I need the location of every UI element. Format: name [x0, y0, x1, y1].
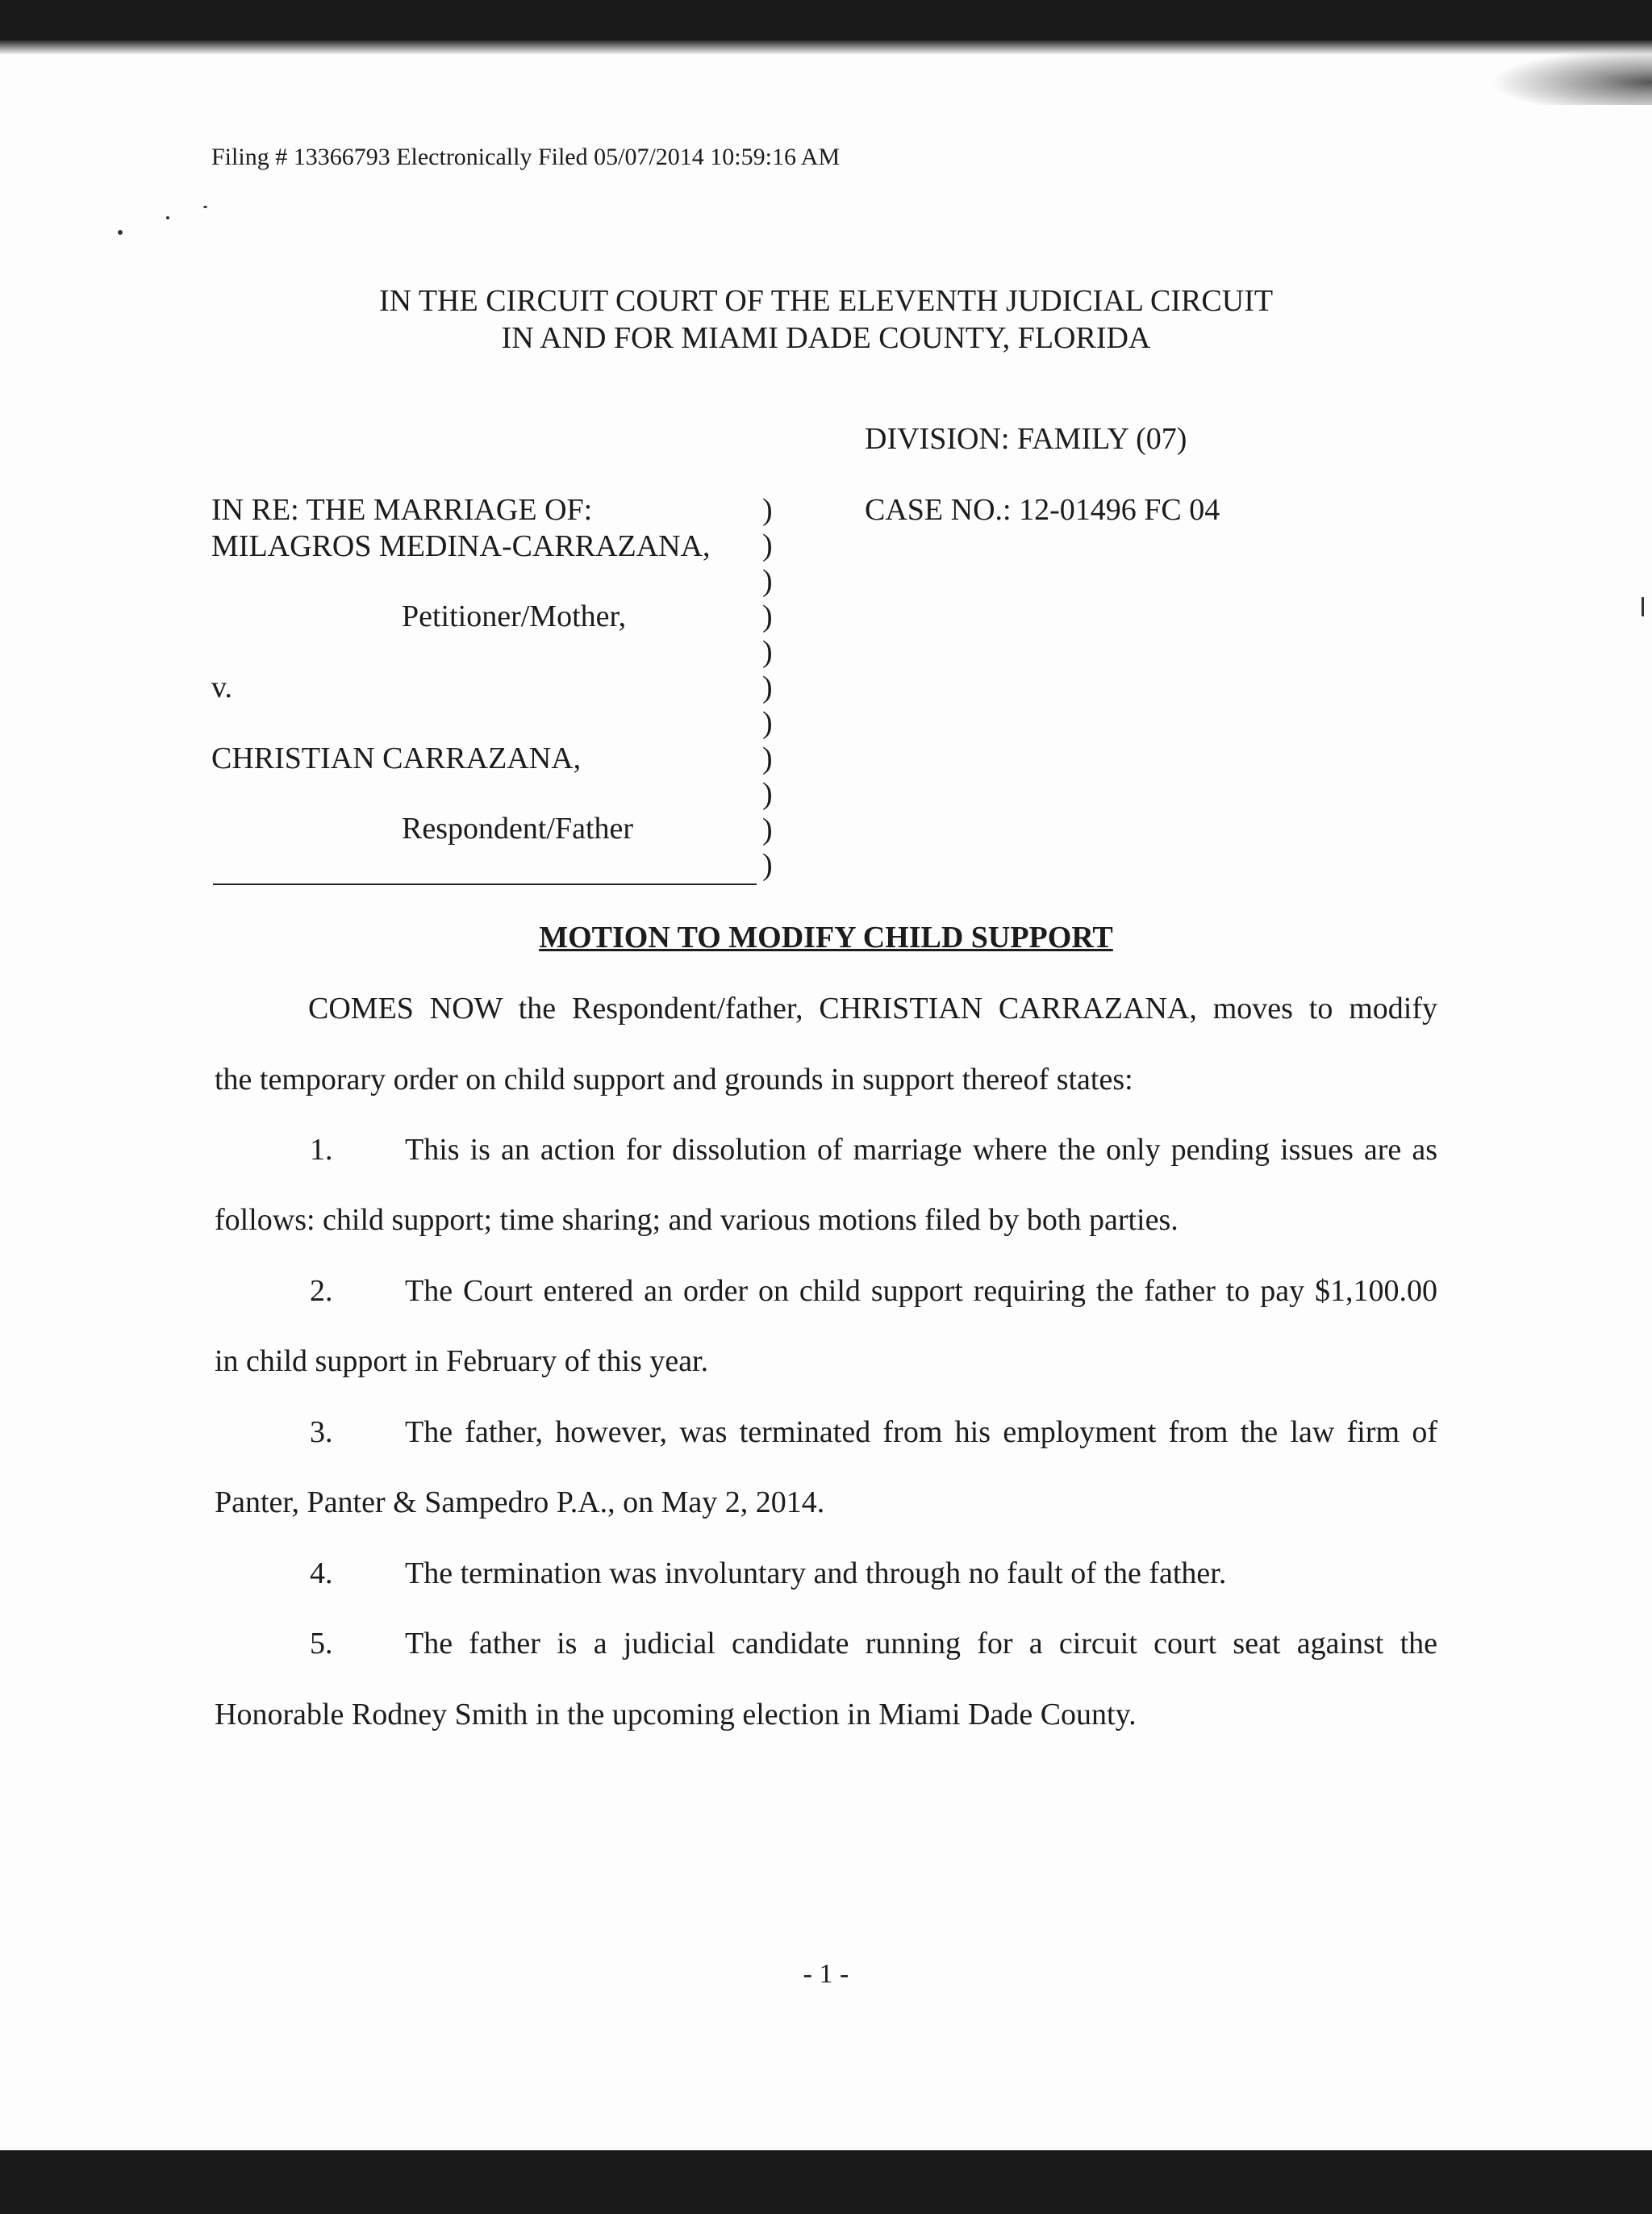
paragraph-3-line1: The father, however, was terminated from his employment from the law firm of: [405, 1415, 1437, 1449]
scan-speck: [1642, 597, 1644, 616]
paragraph-2-line1: The Court entered an order on child support requiring the father to pay $1,100.00: [405, 1274, 1437, 1308]
paragraph-5-line1: The father is a judicial candidate running for a circuit court seat against the: [405, 1627, 1437, 1660]
paragraph-number: 3.: [310, 1415, 333, 1449]
caption-paren: ): [762, 493, 773, 527]
intro-line2: the temporary order on child support and grounds in support thereof states:: [215, 1063, 1133, 1097]
scan-smudge: [1491, 48, 1652, 105]
caption-paren: ): [762, 741, 773, 775]
paragraph-3-line2: Panter, Panter & Sampedro P.A., on May 2, 2014.: [215, 1485, 825, 1519]
page-number: - 1 -: [803, 1959, 849, 1989]
caption-paren: ): [762, 848, 773, 882]
scan-speck: [203, 206, 207, 208]
caption-petitioner-name: MILAGROS MEDINA-CARRAZANA,: [211, 529, 711, 563]
caption-paren: ): [762, 812, 773, 846]
paragraph-5-line2: Honorable Rodney Smith in the upcoming election in Miami Dade County.: [215, 1698, 1137, 1732]
scan-edge: [0, 40, 1652, 55]
paragraph-number: 5.: [310, 1627, 333, 1660]
case-number: CASE NO.: 12-01496 FC 04: [865, 493, 1220, 527]
court-heading-line1: IN THE CIRCUIT COURT OF THE ELEVENTH JUDICIAL CIRCUIT: [378, 284, 1274, 318]
paragraph-4-line1: The termination was involuntary and through no fault of the father.: [405, 1556, 1227, 1590]
caption-paren: ): [762, 777, 773, 811]
court-heading: [0, 282, 1652, 357]
caption-paren: ): [762, 528, 773, 562]
caption-petitioner-role: Petitioner/Mother,: [402, 599, 627, 633]
caption-paren: ): [762, 599, 773, 633]
document-page: [0, 40, 1652, 2150]
caption-versus: v.: [211, 670, 233, 704]
caption-paren: ): [762, 670, 773, 704]
caption-respondent-role: Respondent/Father: [402, 812, 634, 846]
caption-paren: ): [762, 635, 773, 669]
caption-paren: ): [762, 564, 773, 598]
paragraph-number: 2.: [310, 1274, 333, 1308]
scan-speck: [166, 216, 169, 219]
caption-in-re: IN RE: THE MARRIAGE OF:: [211, 493, 593, 527]
scan-speck: [118, 230, 123, 235]
paragraph-2-line2: in child support in February of this year.: [215, 1344, 709, 1378]
motion-title: MOTION TO MODIFY CHILD SUPPORT: [539, 921, 1113, 955]
intro-line1: COMES NOW the Respondent/father, CHRISTIAN CARRAZANA, moves to modify: [308, 992, 1437, 1026]
paragraph-number: 4.: [310, 1556, 333, 1590]
filing-stamp: Filing # 13366793 Electronically Filed 05/07/2014 10:59:16 AM: [211, 144, 841, 170]
caption-paren: ): [762, 706, 773, 740]
paragraph-1-line2: follows: child support; time sharing; and various motions filed by both parties.: [215, 1203, 1179, 1237]
division-label: DIVISION: FAMILY (07): [865, 422, 1187, 456]
court-heading-line2: IN AND FOR MIAMI DADE COUNTY, FLORIDA: [501, 321, 1151, 355]
paragraph-1-line1: This is an action for dissolution of marriage where the only pending issues are as: [405, 1133, 1437, 1167]
caption-respondent-name: CHRISTIAN CARRAZANA,: [211, 741, 582, 775]
paragraph-number: 1.: [310, 1133, 333, 1167]
caption-rule: [213, 884, 757, 885]
